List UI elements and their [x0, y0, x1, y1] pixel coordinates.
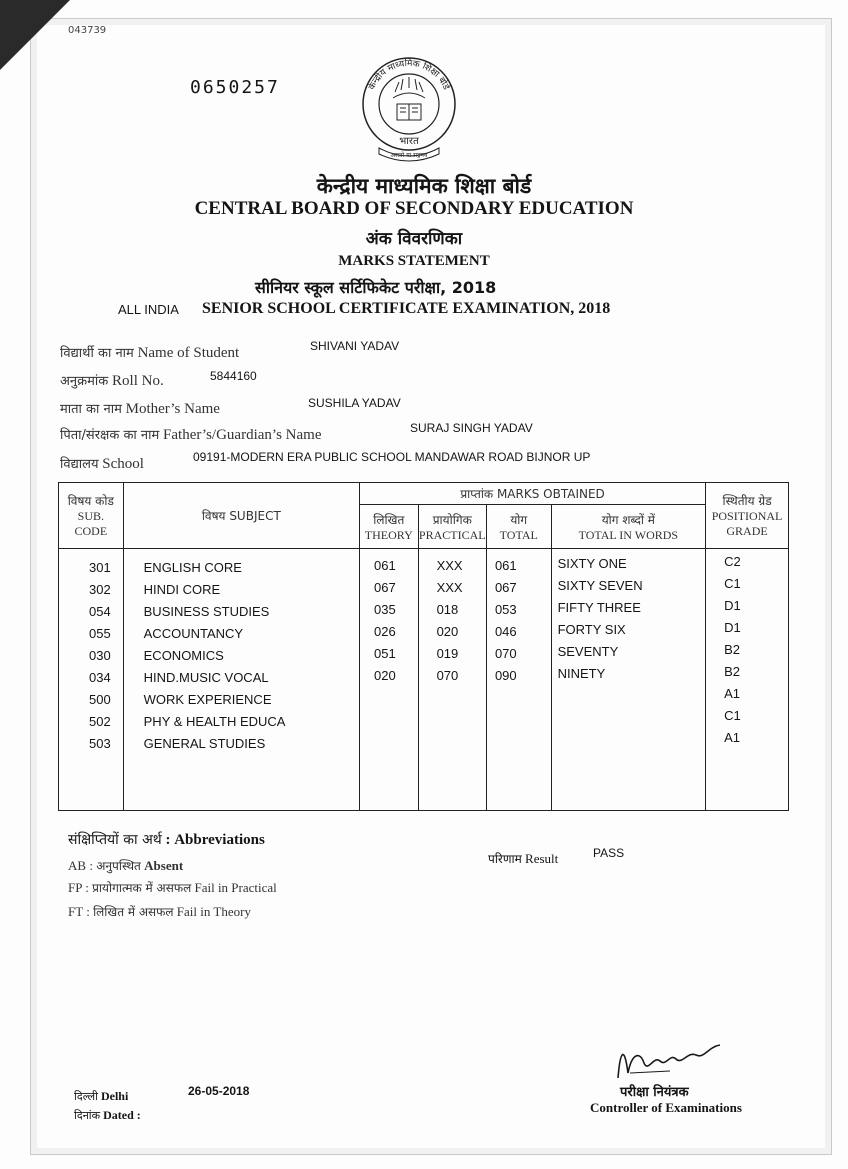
cell-theory: 026 [374, 624, 396, 639]
sub-code-header: विषय कोड SUB. CODE [59, 483, 124, 549]
code-column [59, 549, 124, 811]
controller-title-english: Controller of Examinations [590, 1100, 742, 1115]
abbr-item: FT : लिखित में असफल Fail in Theory [68, 904, 251, 919]
cell-grade: A1 [724, 730, 741, 745]
practical-column [418, 549, 486, 811]
board-title-hindi: केन्द्रीय माध्यमिक शिक्षा बोर्ड [316, 174, 532, 198]
cell-total [495, 687, 551, 709]
cell-grade: D1 [724, 598, 741, 613]
date-label: दिनांक Dated : [74, 1108, 141, 1122]
emblem-arc-text: केन्द्रीय माध्यमिक शिक्षा बोर्ड [367, 58, 451, 92]
cell-grade: B2 [724, 664, 741, 679]
cell-total: 090 [494, 668, 517, 683]
cell-subject: PHY & HEALTH EDUCA [143, 714, 286, 729]
mother-name: SUSHILA YADAV [308, 396, 401, 410]
marks-obtained-header: प्राप्तांक MARKS OBTAINED [360, 483, 706, 505]
mother-name-label: माता का नाम Mother’s Name [60, 401, 220, 417]
student-name: SHIVANI YADAV [310, 339, 400, 353]
cell-subject: BUSINESS STUDIES [143, 604, 270, 619]
abbr-item: AB : अनुपस्थित Absent [68, 858, 184, 873]
cell-grade: B2 [724, 642, 741, 657]
cell-grade: C1 [724, 708, 741, 723]
cell-theory: 020 [374, 668, 396, 683]
cell-words: NINETY [557, 666, 606, 681]
document-reference: 043739 [68, 25, 107, 36]
cell-practical: XXX [436, 580, 463, 595]
cell-code: 503 [89, 736, 111, 751]
cell-words: FIFTY THREE [557, 600, 641, 615]
cell-code: 302 [89, 582, 111, 597]
cell-grade: D1 [724, 620, 741, 635]
cell-subject: WORK EXPERIENCE [143, 692, 272, 707]
school-name: 09191-MODERN ERA PUBLIC SCHOOL MANDAWAR ROAD BIJNOR UP [193, 450, 591, 464]
cell-grade: C1 [724, 576, 741, 591]
cell-theory: 061 [374, 558, 396, 573]
cell-practical: 018 [436, 602, 459, 617]
signature-icon [610, 1033, 730, 1083]
father-name-label: पिता/संरक्षक का नाम Father’s/Guardian’s Name [60, 427, 322, 443]
cell-total: 053 [494, 602, 517, 617]
abbreviations-title: संक्षिप्तियों का अर्थ : Abbreviations [68, 832, 265, 848]
school-label: विद्यालय School [60, 456, 144, 472]
board-title-english: CENTRAL BOARD OF SECONDARY EDUCATION [194, 198, 634, 219]
serial-number: 0650257 [190, 77, 280, 98]
cell-theory [374, 709, 418, 731]
issue-date: 26-05-2018 [188, 1084, 250, 1098]
cell-theory: 067 [374, 580, 396, 595]
father-name: SURAJ SINGH YADAV [410, 421, 533, 435]
cell-practical [437, 731, 486, 753]
cell-practical: 070 [436, 668, 459, 683]
practical-header: प्रायोगिक PRACTICAL [418, 505, 486, 549]
cell-words: SIXTY ONE [557, 556, 627, 571]
cell-grade: A1 [724, 686, 741, 701]
grade-column [706, 549, 789, 811]
cell-code: 500 [89, 692, 111, 707]
cell-theory: 051 [374, 646, 396, 661]
grade-header: स्थितीय ग्रेड POSITIONAL GRADE [706, 483, 789, 549]
cell-code: 030 [89, 648, 111, 663]
cell-theory: 035 [374, 602, 396, 617]
cell-code: 055 [89, 626, 111, 641]
theory-header: लिखित THEORY [360, 505, 419, 549]
cell-subject: ACCOUNTANCY [143, 626, 244, 641]
cell-subject: ENGLISH CORE [143, 560, 242, 575]
cell-grade: C2 [724, 554, 741, 569]
exam-title-hindi: सीनियर स्कूल सर्टिफिकेट परीक्षा, 2018 [255, 278, 497, 297]
page-corner-fold [0, 0, 70, 70]
cell-words: FORTY SIX [557, 622, 626, 637]
cell-theory [374, 687, 418, 709]
cell-code: 034 [89, 670, 111, 685]
roll-number-label: अनुक्रमांक Roll No. [60, 373, 164, 389]
cell-practical: XXX [436, 558, 463, 573]
statement-title-hindi: अंक विवरणिका [365, 229, 463, 249]
theory-column [360, 549, 419, 811]
cell-subject: HIND.MUSIC VOCAL [143, 670, 269, 685]
abbr-item: FP : प्रायोगात्मक में असफल Fail in Practical [68, 880, 277, 895]
cell-words [558, 685, 706, 707]
all-india-label: ALL INDIA [118, 302, 179, 317]
statement-title-english: MARKS STATEMENT [338, 253, 490, 269]
cell-total [495, 731, 551, 753]
total-column [486, 549, 551, 811]
words-column [551, 549, 706, 811]
cell-total: 046 [494, 624, 517, 639]
cell-practical: 019 [436, 646, 459, 661]
cell-practical [437, 709, 486, 731]
controller-title-hindi: परीक्षा नियंत्रक [620, 1085, 689, 1100]
cell-words: SIXTY SEVEN [557, 578, 643, 593]
emblem-bottom-text: भारत [399, 136, 419, 147]
total-words-header: योग शब्दों में TOTAL IN WORDS [551, 505, 706, 549]
marks-table [58, 482, 789, 811]
cell-code: 301 [89, 560, 111, 575]
cell-code: 502 [89, 714, 111, 729]
student-name-label: विद्यार्थी का नाम Name of Student [60, 345, 240, 361]
cell-theory [374, 731, 418, 753]
cell-subject: GENERAL STUDIES [143, 736, 266, 751]
cell-practical: 020 [436, 624, 459, 639]
cell-code: 054 [89, 604, 111, 619]
subject-column [123, 549, 359, 811]
cell-total: 070 [494, 646, 517, 661]
exam-title-english: SENIOR SCHOOL CERTIFICATE EXAMINATION, 2018 [202, 300, 611, 317]
cell-words: SEVENTY [557, 644, 619, 659]
place-label: दिल्ली Delhi [74, 1089, 129, 1103]
cell-total: 061 [494, 558, 517, 573]
subject-header: विषय SUBJECT [123, 483, 359, 549]
result-label: परिणाम Result [488, 851, 559, 866]
cell-words [558, 707, 706, 729]
cell-subject: ECONOMICS [143, 648, 224, 663]
total-header: योग TOTAL [486, 505, 551, 549]
emblem-motto: असतो मा सद्गमय [390, 152, 428, 159]
result-value: PASS [593, 846, 625, 860]
cell-words [558, 729, 706, 751]
roll-number: 5844160 [210, 369, 257, 383]
cell-subject: HINDI CORE [143, 582, 221, 597]
cell-total: 067 [494, 580, 517, 595]
cell-practical [437, 687, 486, 709]
cell-total [495, 709, 551, 731]
cbse-emblem-icon [355, 52, 463, 164]
